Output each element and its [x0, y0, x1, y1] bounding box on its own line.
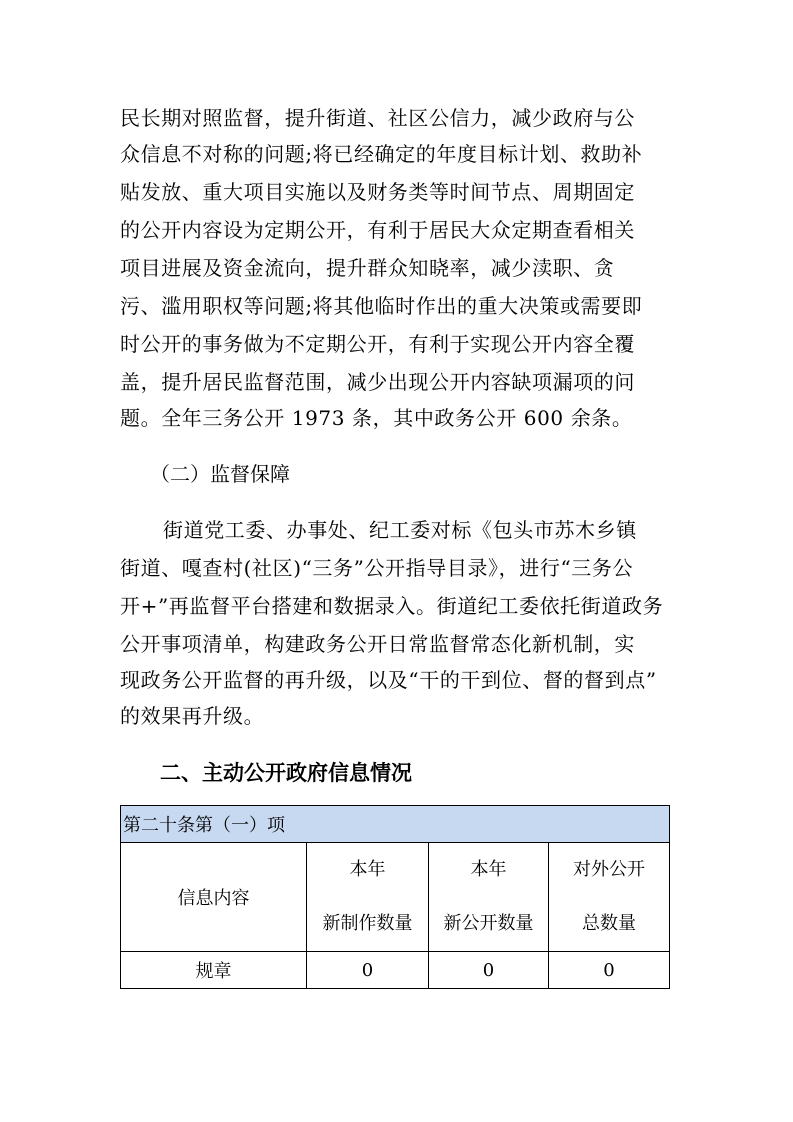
table-section-label: 第二十条第（一）项 [121, 806, 670, 843]
disclosure-table [120, 805, 670, 989]
row-new-made: 0 [307, 952, 429, 989]
paragraph-line: 众信息不对称的问题;将已经确定的年度目标计划、救助补 [120, 142, 643, 166]
header-total-line1: 对外公开 [573, 859, 645, 880]
header-new-public [429, 843, 549, 952]
paragraph-line: 的公开内容设为定期公开，有利于居民大众定期查看相关 [120, 218, 635, 242]
header-info-content: 信息内容 [121, 843, 307, 952]
table-section-row [121, 806, 670, 843]
header-total [549, 843, 670, 952]
paragraph-line: 项目进展及资金流向，提升群众知晓率，减少渎职、贪 [120, 256, 615, 280]
paragraph-line: 污、滥用职权等问题;将其他临时作出的重大决策或需要即 [120, 294, 643, 318]
table-row [121, 952, 670, 989]
paragraph-line: 贴发放、重大项目实施以及财务类等时间节点、周期固定 [120, 180, 635, 204]
header-new-made [307, 843, 429, 952]
section-heading: 二、主动公开政府信息情况 [160, 761, 412, 785]
paragraph-line: 街道党工委、办事处、纪工委对标《包头市苏木乡镇 [163, 518, 637, 542]
header-new-made-line1: 本年 [349, 859, 386, 880]
header-total-line2: 总数量 [582, 913, 636, 934]
paragraph-line: 开+”再监督平台搭建和数据录入。街道纪工委依托街道政务 [120, 594, 664, 618]
paragraph-line: 现政务公开监督的再升级，以及“干的干到位、督的督到点” [120, 668, 657, 692]
paragraph-line: 时公开的事务做为不定期公开，有利于实现公开内容全覆 [120, 332, 635, 356]
paragraph-line: 公开事项清单，构建政务公开日常监督常态化新机制，实 [120, 632, 635, 656]
paragraph-line: 民长期对照监督，提升街道、社区公信力，减少政府与公 [120, 106, 635, 130]
paragraph-line: 街道、嘎查村(社区)“三务”公开指导目录》，进行“三务公 [120, 556, 634, 580]
header-new-public-line2: 新公开数量 [443, 913, 534, 934]
row-total: 0 [549, 952, 670, 989]
header-new-made-line2: 新制作数量 [322, 913, 413, 934]
row-new-public: 0 [429, 952, 549, 989]
paragraph-line: 题。全年三务公开 1973 条，其中政务公开 600 余条。 [120, 406, 633, 430]
section-subheading: （二）监督保障 [150, 462, 290, 486]
paragraph-line: 的效果再升级。 [120, 704, 265, 728]
paragraph-line: 盖，提升居民监督范围，减少出现公开内容缺项漏项的问 [120, 370, 635, 394]
table-header-row [121, 843, 670, 952]
header-new-public-line1: 本年 [470, 859, 507, 880]
row-name: 规章 [121, 952, 307, 989]
